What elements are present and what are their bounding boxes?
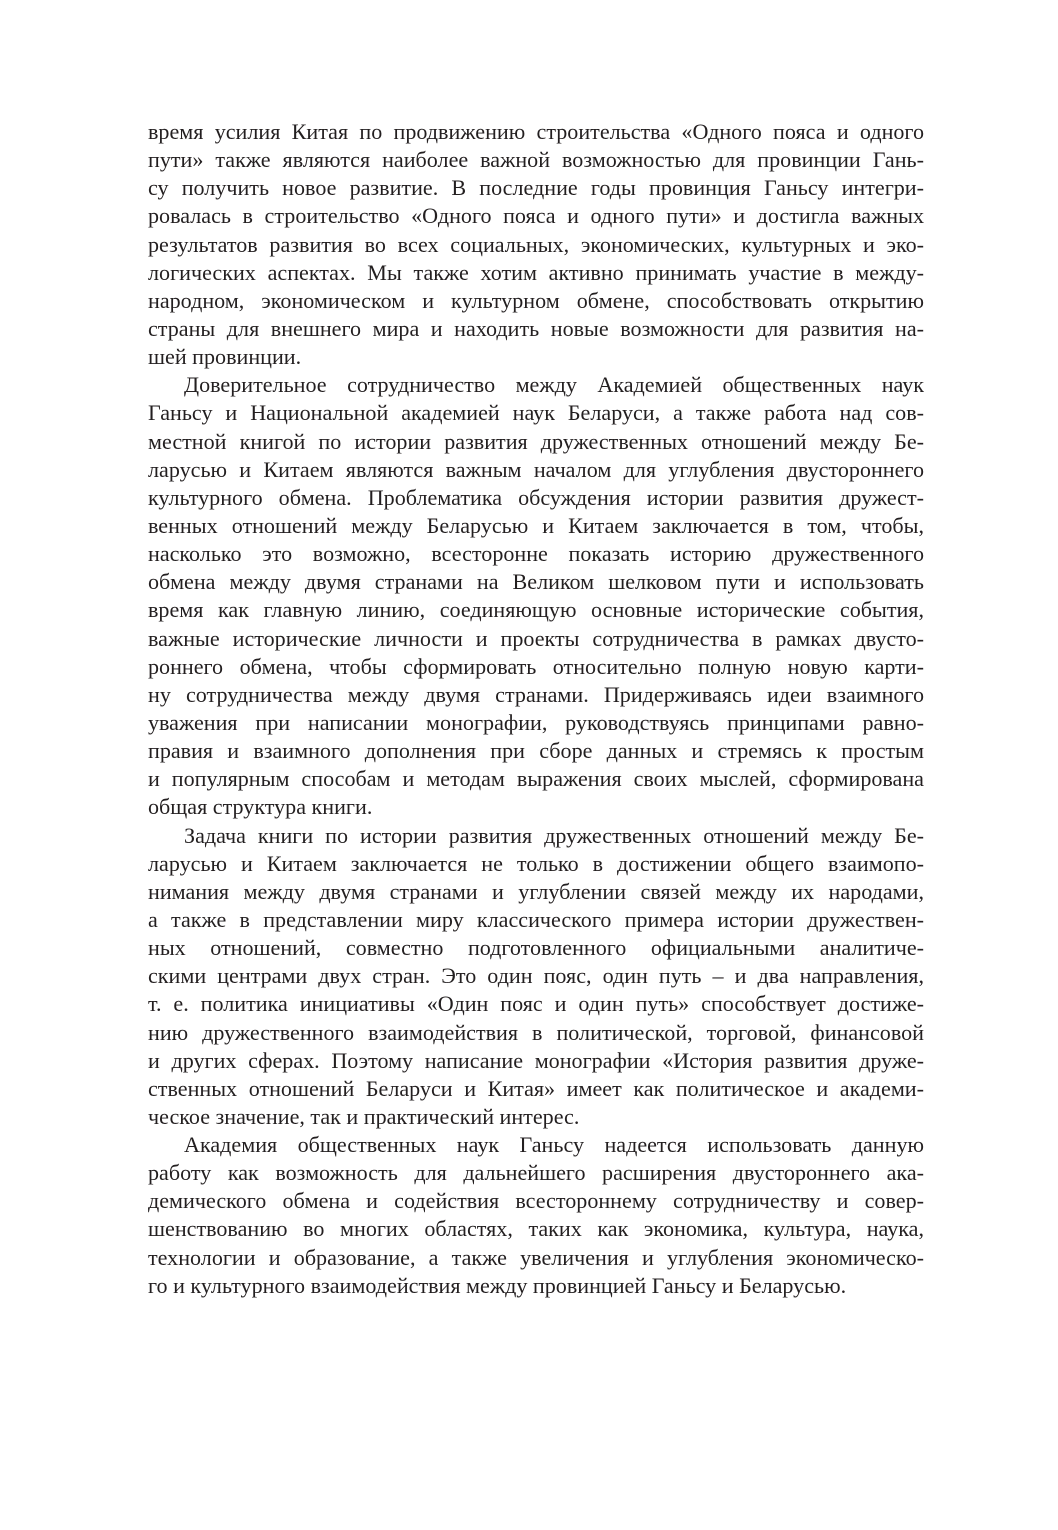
text-line: местной книгой по истории развития дружественных отношений между Бе- [148, 428, 924, 454]
text-line: результатов развития во всех социальных, экономических, культурных и эко- [148, 231, 924, 257]
text-line: ларусью и Китаем являются важным началом для углубления двустороннего [148, 456, 924, 482]
text-line: культурного обмена. Проблематика обсуждения истории развития дружест- [148, 484, 924, 510]
text-line: важные исторические личности и проекты сотрудничества в рамках двусто- [148, 625, 924, 651]
document-page [148, 118, 924, 1300]
paragraph-2 [148, 371, 924, 821]
text-line: народном, экономическом и культурном обмене, способствовать открытию [148, 287, 924, 313]
text-line: время как главную линию, соединяющую основные исторические события, [148, 597, 924, 623]
text-line: ларусью и Китаем заключается не только в достижении общего взаимопо- [148, 850, 924, 876]
text-line: шенствованию во многих областях, таких как экономика, культура, наука, [148, 1216, 924, 1242]
text-line: уважения при написании монографии, руководствуясь принципами равно- [148, 709, 924, 735]
text-line: и других сферах. Поэтому написание монографии «История развития друже- [148, 1047, 924, 1073]
text-line: су получить новое развитие. В последние годы провинция Ганьсу интегри- [148, 175, 924, 201]
text-line: Доверительное сотрудничество между Академией общественных наук [184, 372, 924, 398]
text-line: правия и взаимного дополнения при сборе данных и стремясь к простым [148, 738, 924, 764]
text-line: демического обмена и содействия всестороннему сотрудничеству и совер- [148, 1188, 924, 1214]
text-line: нимания между двумя странами и углублении связей между их народами, [148, 878, 924, 904]
text-line: страны для внешнего мира и находить новые возможности для развития на- [148, 315, 924, 341]
text-line: венных отношений между Беларусью и Китаем заключается в том, чтобы, [148, 512, 924, 538]
text-line: обмена между двумя странами на Великом шелковом пути и использовать [148, 569, 924, 595]
text-line: нию дружественного взаимодействия в политической, торговой, финансовой [148, 1019, 924, 1045]
text-line: Ганьсу и Национальной академией наук Беларуси, а также работа над сов- [148, 400, 924, 426]
paragraph-4 [148, 1131, 924, 1300]
text-line: ческое значение, так и практический интерес. [148, 1103, 580, 1129]
text-line: ну сотрудничества между двумя странами. Придерживаясь идеи взаимного [148, 681, 924, 707]
paragraph-1 [148, 118, 924, 371]
text-line: технологии и образование, а также увеличения и углубления экономическо- [148, 1244, 924, 1270]
text-line: общая структура книги. [148, 794, 373, 820]
text-line: ных отношений, совместно подготовленного официальными аналитиче- [148, 935, 924, 961]
text-line: а также в представлении миру классического примера истории дружествен- [148, 906, 924, 932]
paragraph-3 [148, 822, 924, 1132]
text-line: скими центрами двух стран. Это один пояс, один путь – и два направления, [148, 963, 924, 989]
text-line: ственных отношений Беларуси и Китая» имеет как политическое и академи- [148, 1075, 924, 1101]
text-line: работу как возможность для дальнейшего расширения двустороннего ака- [148, 1160, 924, 1186]
text-line: время усилия Китая по продвижению строительства «Одного пояса и одного [148, 119, 924, 144]
text-line: ровалась в строительство «Одного пояса и одного пути» и достигла важных [148, 203, 924, 229]
text-line: шей провинции. [148, 344, 302, 370]
text-line: го и культурного взаимодействия между провинцией Ганьсу и Беларусью. [148, 1272, 847, 1298]
text-line: пути» также являются наиболее важной возможностью для провинции Гань- [148, 147, 924, 173]
text-line: насколько это возможно, всесторонне показать историю дружественного [148, 541, 924, 567]
text-line: Академия общественных наук Ганьсу надеется использовать данную [184, 1132, 924, 1158]
text-line: роннего обмена, чтобы сформировать относительно полную новую карти- [148, 653, 924, 679]
text-line: логических аспектах. Мы также хотим активно принимать участие в между- [148, 259, 924, 285]
text-line: и популярным способам и методам выражения своих мыслей, сформирована [148, 766, 924, 792]
text-line: т. е. политика инициативы «Один пояс и один путь» способствует достиже- [148, 991, 924, 1017]
text-line: Задача книги по истории развития дружественных отношений между Бе- [184, 822, 924, 848]
